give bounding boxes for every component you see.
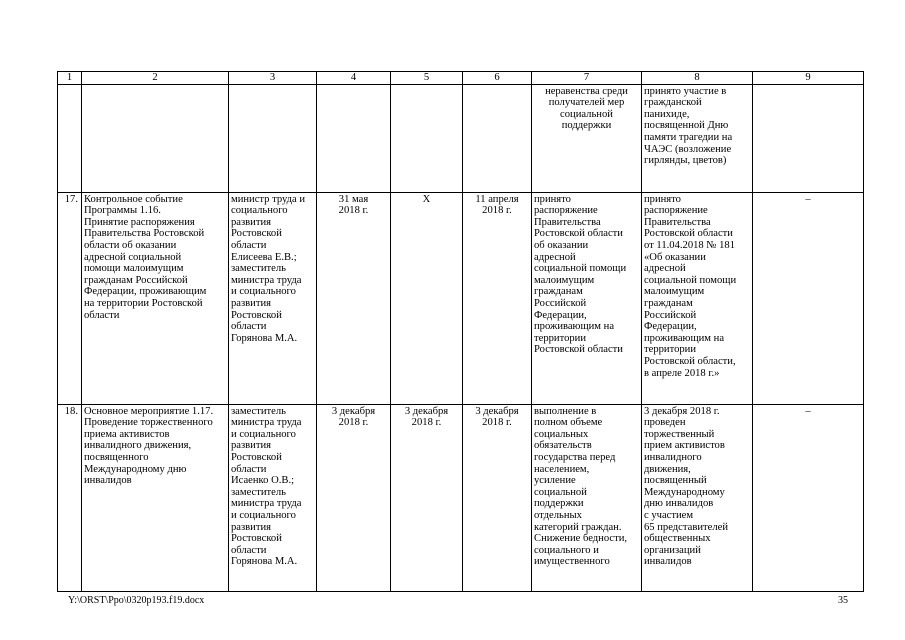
event-name-cell: Контрольное событие Программы 1.16. Принятие распоряжения Правительства Ростовской области об оказании адресной социальной помощи малоимущим гражданам Российской Федерации, проживающим на территории Ростовской области — [82, 192, 229, 404]
start-date-cell: Х — [391, 192, 463, 404]
actual-result-cell: 3 декабря 2018 г. проведен торжественный прием активистов инвалидного движения, посвященный Международному дню инвалидов с участием 65 представителей общественных организаций инвалидов — [642, 404, 753, 591]
header-cell: 1 — [58, 72, 82, 85]
note-cell: – — [753, 404, 864, 591]
header-cell: 4 — [317, 72, 391, 85]
actual-result-cell: принято распоряжение Правительства Ростовской области от 11.04.2018 № 181 «Об оказании адресной социальной помощи малоимущим гражданам Российской Федерации, проживающим на территории Ростовской области, в апреле 2018 г.» — [642, 192, 753, 404]
header-cell: 9 — [753, 72, 864, 85]
header-cell: 2 — [82, 72, 229, 85]
page-number: 35 — [838, 595, 848, 606]
table-row — [58, 192, 864, 404]
expected-result-cell: неравенства среди получателей мер социальной поддержки — [532, 84, 642, 192]
report-table — [57, 71, 864, 592]
event-name-cell: Основное мероприятие 1.17. Проведение торжественного приема активистов инвалидного движения, посвященного Международному дню инвалидов — [82, 404, 229, 591]
row-number: 17. — [58, 192, 82, 404]
table-row — [58, 404, 864, 591]
footer-file-path: Y:\ORST\Ppo\0320p193.f19.docx — [68, 595, 205, 606]
empty-cell — [317, 84, 391, 192]
empty-cell — [229, 84, 317, 192]
actual-date-cell: 3 декабря 2018 г. — [463, 404, 532, 591]
continuation-row — [58, 84, 864, 192]
planned-date-cell: 3 декабря 2018 г. — [317, 404, 391, 591]
start-date-cell: 3 декабря 2018 г. — [391, 404, 463, 591]
header-cell: 5 — [391, 72, 463, 85]
header-cell: 6 — [463, 72, 532, 85]
expected-result-cell: принято распоряжение Правительства Ростовской области об оказании адресной социальной помощи малоимущим гражданам Российской Федерации, проживающим на территории Ростовской области — [532, 192, 642, 404]
header-cell: 7 — [532, 72, 642, 85]
empty-cell — [753, 84, 864, 192]
responsible-cell: заместитель министра труда и социального развития Ростовской области Исаенко О.В.; заместитель министра труда и социального развития Ростовской области Горянова М.А. — [229, 404, 317, 591]
empty-cell — [463, 84, 532, 192]
planned-date-cell: 31 мая 2018 г. — [317, 192, 391, 404]
note-cell: – — [753, 192, 864, 404]
expected-result-cell: выполнение в полном объеме социальных обязательств государства перед населением, усиление социальной поддержки отдельных категорий граждан. Снижение бедности, социального и имущественного — [532, 404, 642, 591]
empty-cell — [58, 84, 82, 192]
responsible-cell: министр труда и социального развития Ростовской области Елисеева Е.В.; заместитель министра труда и социального развития Ростовской области Горянова М.А. — [229, 192, 317, 404]
empty-cell — [82, 84, 229, 192]
actual-date-cell: 11 апреля 2018 г. — [463, 192, 532, 404]
empty-cell — [391, 84, 463, 192]
header-cell: 3 — [229, 72, 317, 85]
table-header-row — [58, 72, 864, 85]
actual-result-cell: принято участие в гражданской панихиде, посвященной Дню памяти трагедии на ЧАЭС (возложение гирлянды, цветов) — [642, 84, 753, 192]
header-cell: 8 — [642, 72, 753, 85]
row-number: 18. — [58, 404, 82, 591]
